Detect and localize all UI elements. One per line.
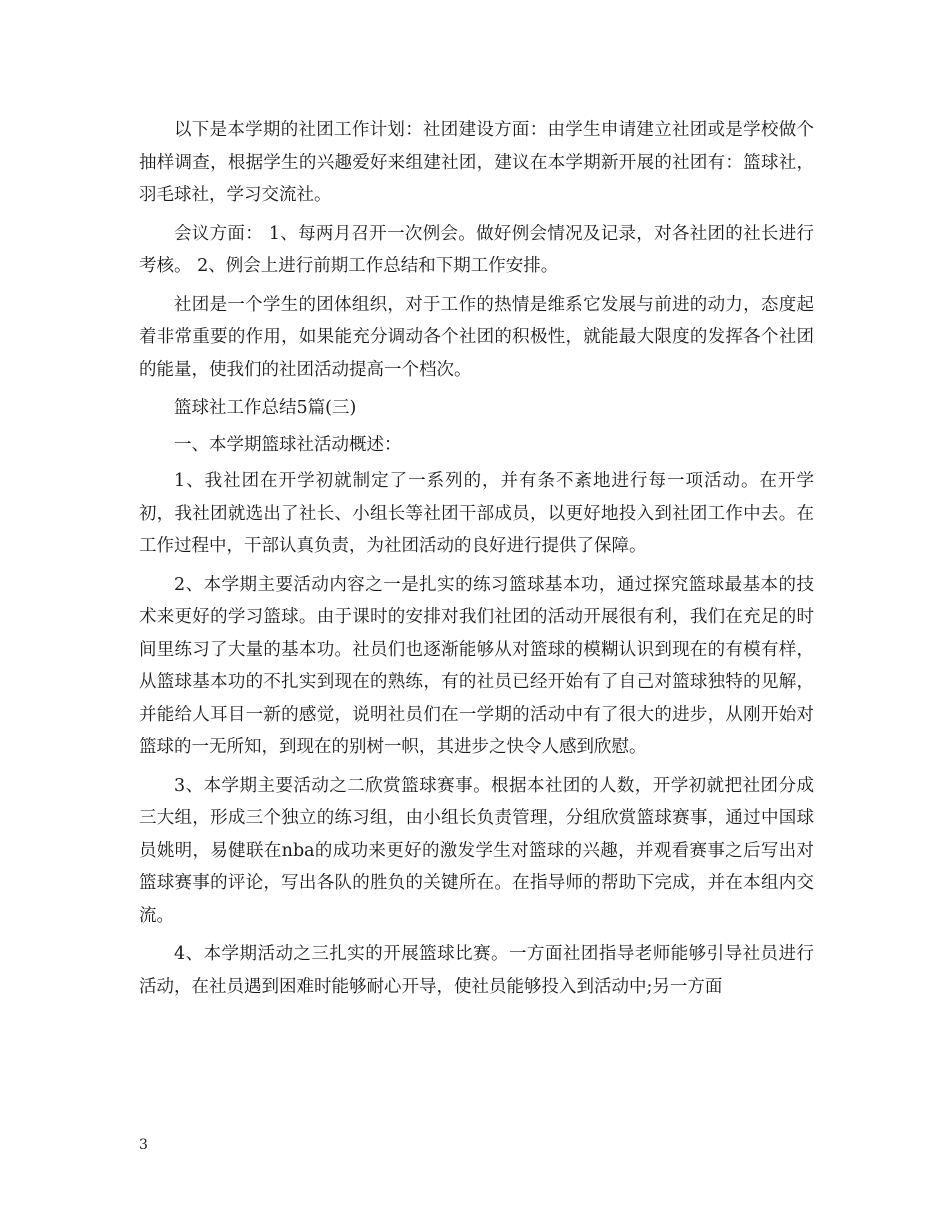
paragraph-item-1: 1、我社团在开学初就制定了一系列的，并有条不紊地进行每一项活动。在开学初，我社团就选出了社长、小组长等社团干部成员，以更好地投入到社团工作中去。在工作过程中，干部认真负责，为社团活动的良好进行提供了保障。	[139, 471, 814, 556]
paragraph-item-2: 2、本学期主要活动内容之一是扎实的练习篮球基本功，通过探究篮球最基本的技术来更好的学习篮球。由于课时的安排对我们社团的活动开展很有利，我们在充足的时间里练习了大量的基本功。社员们也逐渐能够从对篮球的模糊认识到现在的有模有样，从篮球基本功的不扎实到现在的熟练，有的社员已经开始有了自己对篮球独特的见解，并能给人耳目一新的感觉，说明社员们在一学期的活动中有了很大的进步，从刚开始对篮球的一无所知，到现在的别树一帜，其进步之快令人感到欣慰。	[139, 574, 814, 757]
paragraph-club-plan: 以下是本学期的社团工作计划：社团建设方面：由学生申请建立社团或是学校做个抽样调查，根据学生的兴趣爱好来组建社团，建议在本学期新开展的社团有：篮球社，羽毛球社，学习交流社。	[139, 120, 814, 205]
paragraph-meetings: 会议方面： 1、每两月召开一次例会。做好例会情况及记录，对各社团的社长进行考核。 2、例会上进行前期工作总结和下期工作安排。	[139, 223, 814, 276]
paragraph-club-importance: 社团是一个学生的团体组织，对于工作的热情是维系它发展与前进的动力，态度起着非常重要的作用，如果能充分调动各个社团的积极性，就能最大限度的发挥各个社团的能量，使我们的社团活动提高一个档次。	[139, 294, 814, 380]
paragraph-item-3: 3、本学期主要活动之二欣赏篮球赛事。根据本社团的人数，开学初就把社团分成三大组，形成三个独立的练习组，由小组长负责管理，分组欣赏篮球赛事，通过中国球员姚明，易健联在nba的成功来更好的激发学生对篮球的兴趣，并观看赛事之后写出对篮球赛事的评论，写出各队的胜负的关键所在。在指导师的帮助下完成，并在本组内交流。	[139, 775, 814, 926]
page-number: 3	[139, 1137, 148, 1153]
paragraph-item-4: 4、本学期活动之三扎实的开展篮球比赛。一方面社团指导老师能够引导社员进行活动，在社员遇到困难时能够耐心开导，使社员能够投入到活动中;另一方面	[139, 944, 814, 997]
subsection-heading: 一、本学期篮球社活动概述：	[174, 434, 402, 455]
document-body	[139, 114, 814, 1009]
section-heading: 篮球社工作总结5篇(三)	[174, 398, 357, 418]
